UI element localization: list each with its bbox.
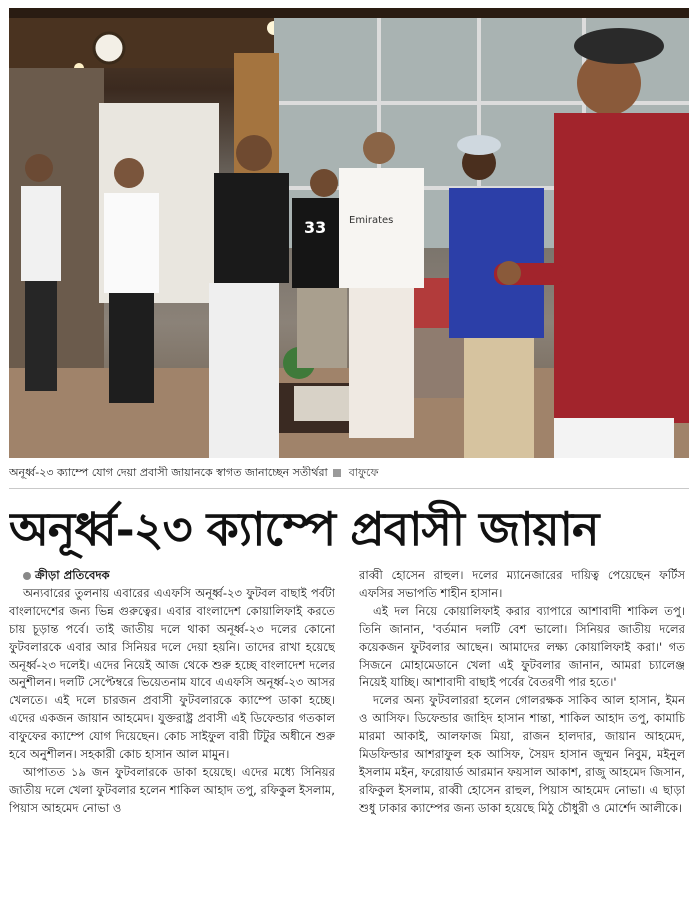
- divider: [9, 488, 689, 489]
- caption-credit: বাফুফে: [348, 466, 379, 479]
- paragraph: রাব্বী হোসেন রাহুল। দলের ম্যানেজারের দায়িত্ব পেয়েছেন ফর্টিস এফসির সভাপতি শাহীন হাসান।: [359, 568, 685, 600]
- article-column-left: [9, 567, 335, 887]
- byline: [9, 567, 335, 585]
- photo-caption: [9, 466, 689, 480]
- byline-text: ক্রীড়া প্রতিবেদক: [35, 568, 110, 582]
- article-column-right: [359, 567, 685, 887]
- jersey-number-text: 33: [304, 218, 327, 237]
- bullet-icon: [23, 572, 31, 580]
- headline: অনূর্ধ্ব-২৩ ক্যাম্পে প্রবাসী জায়ান: [9, 502, 599, 556]
- news-photo: [9, 8, 689, 458]
- caption-square-icon: [333, 469, 341, 477]
- paragraph: দলের অন্য ফুটবলাররা হলেন গোলরক্ষক সাকিব আল হাসান, ইমন ও আসিফ। ডিফেন্ডার জাহিদ হাসান শান্তা, শাকিল আহাদ তপু, কামাচি মারমা আকাই, আলফাজ মিয়া, রাজন হালদার, জায়ান আহমেদ, মিডফিল্ডার আশরাফুল হক আসিফ, সৈয়দ হাসান জুম্মন নিবুম, মইনুল ইসলাম মইন, ফরোয়ার্ড আরমান ফয়সাল আকাশ, রাজু আহমেদ জিসান, রফিকুল ইসলাম, রাব্বী হোসেন রাহুল, পিয়াস আহমেদ নোভা। এ ছাড়া শুধু ঢাকার ক্যাম্পের জন্য ডাকা হয়েছে মিঠু চৌধুরী ও মোর্শেদ আলীকে।: [359, 693, 685, 815]
- paragraph: অন্যবারের তুলনায় এবারের এএফসি অনূর্ধ্ব-২৩ ফুটবল বাছাই পর্বটা বাংলাদেশের জন্য ভিন্ন গুরুত্বের। এবার বাংলাদেশ কোয়ালিফাই করতে চায় চূড়ান্ত পর্বে। তাই জাতীয় দলে থাকা অনূর্ধ্ব-২৩ দলের কোনো ফুটবলারকে এবার আর সিনিয়র দলে দেয়া হয়নি। তাদের রাখা হয়েছে অনূর্ধ্ব-২৩ দলেই। এদের নিয়েই আজ থেকে শুরু হচ্ছে বাংলাদেশ দলের অনুশীলন। দলটি সেপ্টেম্বরে ভিয়েতনাম যাবে এএফসি অনূর্ধ্ব-২৩ আসর খেলতে। এই দলে চারজন প্রবাসী ফুটবলারকে ক্যাম্পে ডাকা হচ্ছে। এদের একজন জায়ান আহমেদ। যুক্তরাষ্ট্র প্রবাসী এই ডিফেন্ডার গতকাল বাফুফের ক্যাম্পে যোগ দিয়েছেন। কোচ সাইফুল বারী টিটুর অধীনে শুরু হবে অনুশীলন। সহকারী কোচ হাসান আল মামুন।: [9, 585, 335, 762]
- paragraph: এই দল নিয়ে কোয়ালিফাই করার ব্যাপারে আশাবাদী শাকিল তপু। তিনি জানান, 'বর্তমান দলটি বেশ ভালো। সিনিয়র জাতীয় দলের কয়েকজন ফুটবলার আছেন। আমাদের লক্ষ্য কোয়ালিফাই করা।' গত সিজনে মোহামেডানে খেলা এই ফুটবলার জানান, আমরা চ্যালেঞ্জ নিয়েই যাচ্ছি। আশাবাদী বাছাই পর্বের বৈতরণী পার হতে।': [359, 603, 685, 690]
- caption-text: অনূর্ধ্ব-২৩ ক্যাম্পে যোগ দেয়া প্রবাসী জায়ানকে স্বাগত জানাচ্ছেন সতীর্থরা: [9, 466, 328, 479]
- paragraph: আপাতত ১৯ জন ফুটবলারকে ডাকা হয়েছে। এদের মধ্যে সিনিয়র জাতীয় দলে খেলা ফুটবলার হলেন শাকিল আহাদ তপু, রফিকুল ইসলাম, পিয়াস আহমেদ নোভা ও: [9, 764, 335, 815]
- jersey-sponsor-text: Emirates: [349, 215, 394, 226]
